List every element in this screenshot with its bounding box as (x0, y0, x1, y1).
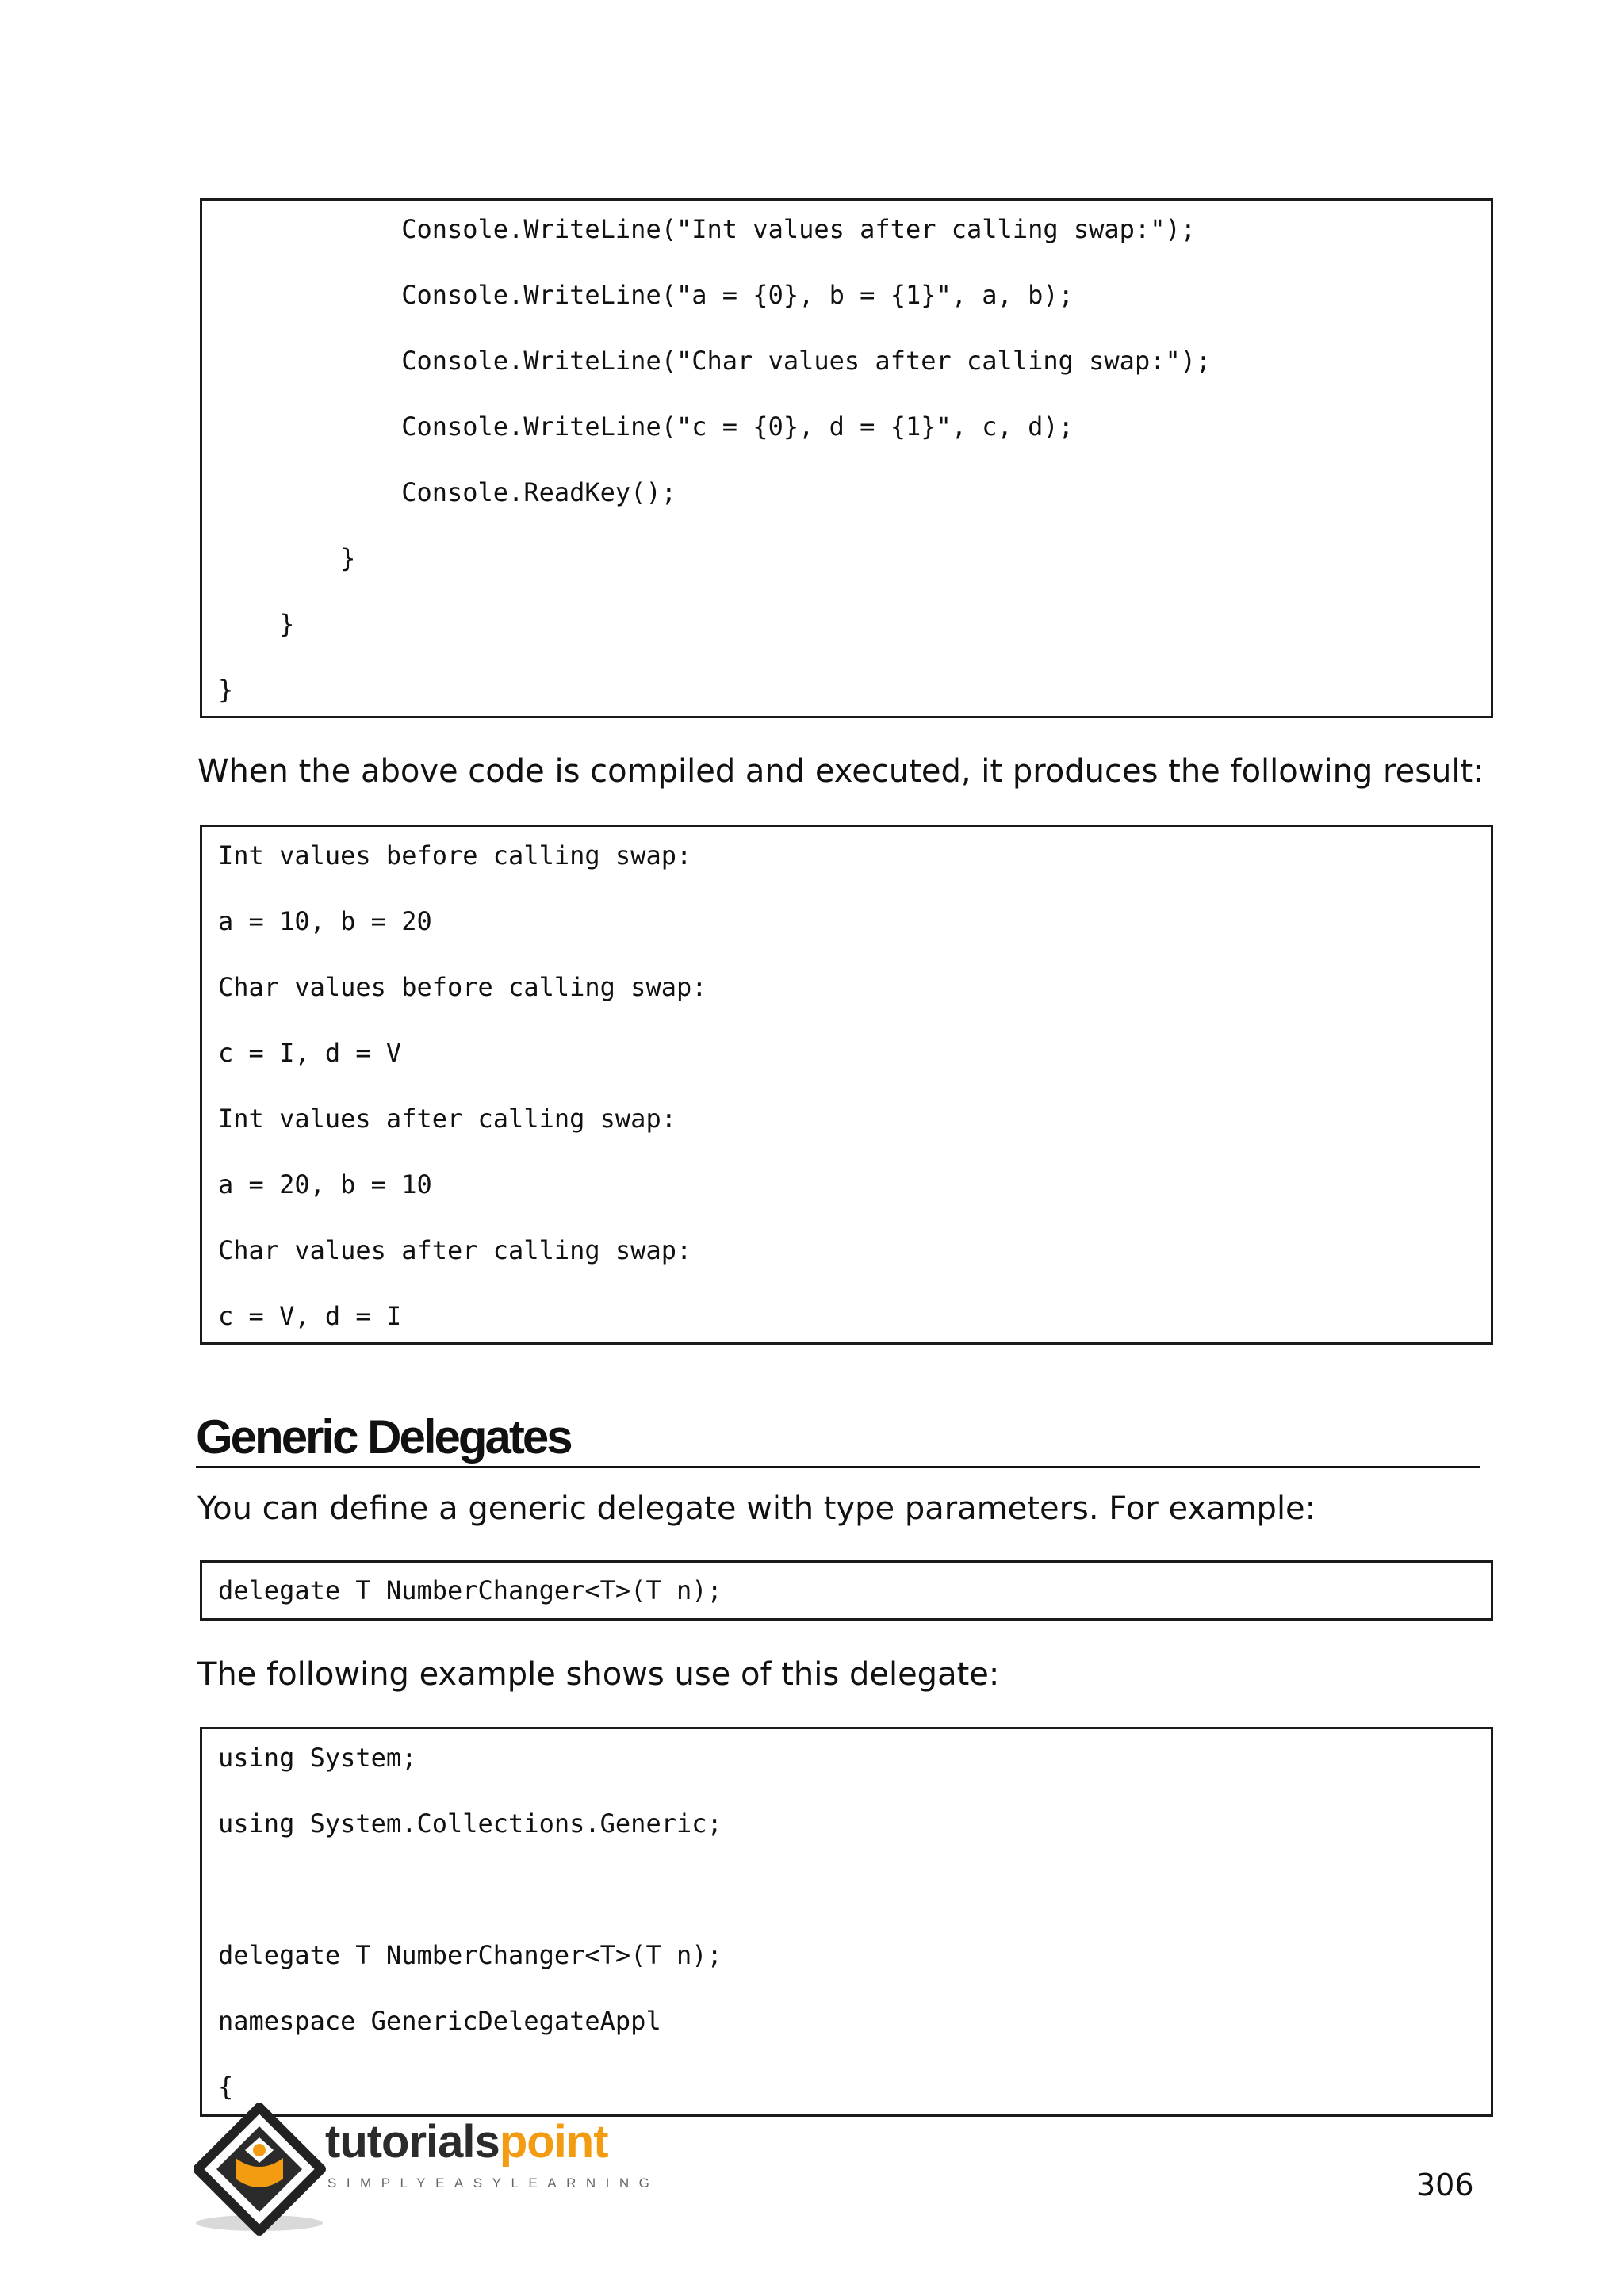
code-block-example (200, 1727, 1493, 2117)
code-line: delegate T NumberChanger<T>(T n); (218, 1575, 722, 1605)
output-block (200, 825, 1493, 1345)
output-line: c = I, d = V (218, 1038, 402, 1068)
output-line: Int values after calling swap: (218, 1104, 676, 1134)
code-line: Console.WriteLine("c = {0}, d = {1}", c, d); (218, 411, 1074, 442)
code-line: { (218, 2072, 234, 2102)
output-line: c = V, d = I (218, 1301, 402, 1331)
output-line: Char values before calling swap: (218, 972, 707, 1002)
page-number: 306 (1416, 2168, 1474, 2202)
result-intro-paragraph: When the above code is compiled and executed, it produces the following result: (197, 753, 1484, 790)
code-line: } (218, 675, 234, 705)
code-line: } (218, 609, 295, 639)
code-block-delegate-declaration (200, 1560, 1493, 1621)
code-line: namespace GenericDelegateAppl (218, 2006, 661, 2036)
tutorialspoint-logo-icon (194, 2103, 337, 2237)
output-line: a = 10, b = 20 (218, 906, 432, 936)
logo-tagline: SIMPLYEASYLEARNING (327, 2175, 660, 2191)
code-line: Console.ReadKey(); (218, 477, 676, 507)
code-block-continuation (200, 198, 1493, 718)
code-line: Console.WriteLine("Char values after calling swap:"); (218, 346, 1212, 376)
tutorialspoint-logo (194, 2103, 660, 2237)
section-heading: Generic Delegates (196, 1410, 571, 1464)
heading-underline (196, 1466, 1480, 1468)
code-line: Console.WriteLine("a = {0}, b = {1}", a, b); (218, 280, 1074, 310)
output-line: Int values before calling swap: (218, 840, 692, 871)
code-line: } (218, 543, 356, 573)
code-line: Console.WriteLine("Int values after calling swap:"); (218, 214, 1196, 244)
code-line: delegate T NumberChanger<T>(T n); (218, 1940, 722, 1970)
logo-wordmark (325, 2117, 608, 2168)
output-line: a = 20, b = 10 (218, 1169, 432, 1200)
logo-wordmark-accent: point (499, 2116, 608, 2168)
output-line: Char values after calling swap: (218, 1235, 692, 1265)
logo-wordmark-main: tutorials (325, 2116, 500, 2168)
example-intro-paragraph: The following example shows use of this delegate: (197, 1656, 1000, 1693)
generic-delegate-paragraph: You can define a generic delegate with type parameters. For example: (197, 1490, 1316, 1527)
code-line: using System; (218, 1743, 417, 1773)
code-line: using System.Collections.Generic; (218, 1808, 722, 1839)
